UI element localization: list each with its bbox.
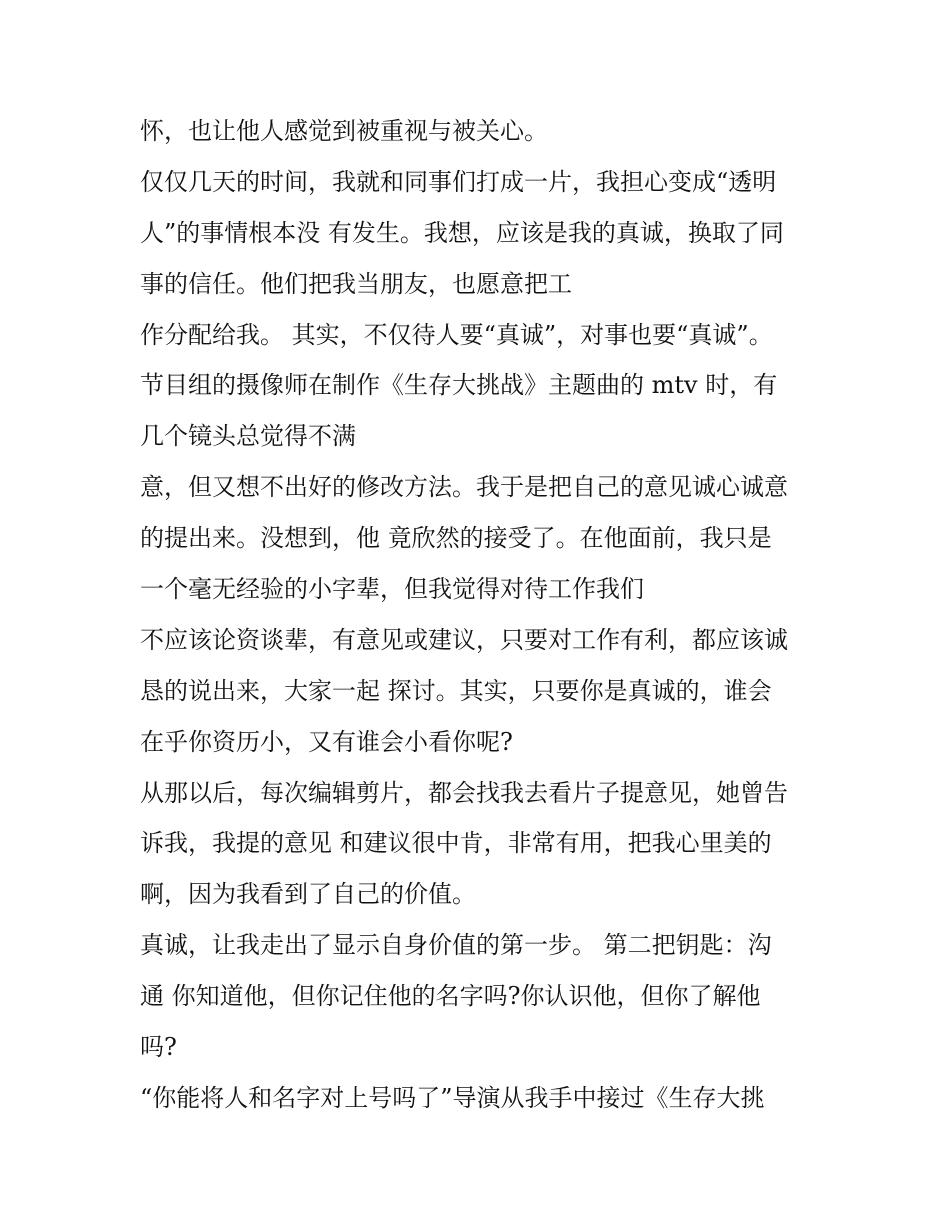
text-line: 一个毫无经验的小字辈，但我觉得对待工作我们: [140, 575, 644, 604]
text-line: 啊，因为我看到了自己的价值。: [140, 880, 476, 909]
text-line: 的提出来。没想到，他 竟欣然的接受了。在他面前，我只是: [140, 524, 772, 553]
text-line: 怀，也让他人感觉到被重视与被关心。: [140, 117, 548, 145]
text-line: 意，但又想不出好的修改方法。我于是把自己的意见诚心诚意: [140, 473, 788, 502]
text-line: 从那以后，每次编辑剪片，都会找我去看片子提意见，她曾告: [140, 778, 788, 807]
text-line: 在乎你资历小，又有谁会小看你呢?: [140, 727, 513, 756]
text-line: 作分配给我。 其实，不仅待人要“真诚”，对事也要“真诚”。: [140, 320, 773, 349]
text-line: 不应该论资谈辈，有意见或建议，只要对工作有利，都应该诚: [140, 625, 788, 654]
text-line: 节目组的摄像师在制作《生存大挑战》主题曲的 mtv 时，有: [140, 371, 778, 400]
text-line: 吗?: [140, 1033, 177, 1062]
text-line: 人”的事情根本没 有发生。我想，应该是我的真诚，换取了同: [140, 218, 784, 247]
text-line: 几个镜头总觉得不满: [140, 422, 356, 451]
text-line: 恳的说出来，大家一起 探讨。其实，只要你是真诚的，谁会: [140, 676, 772, 705]
text-line: 事的信任。他们把我当朋友，也愿意把工: [140, 269, 572, 298]
text-line: “你能将人和名字对上号吗了”导演从我手中接过《生存大挑: [140, 1083, 765, 1112]
text-line: 通 你知道他，但你记住他的名字吗?你认识他，但你了解他: [140, 982, 761, 1011]
document-body: [140, 106, 820, 1124]
text-line: 诉我，我提的意见 和建议很中肯，非常有用，把我心里美的: [140, 829, 772, 858]
text-line: 真诚，让我走出了显示自身价值的第一步。 第二把钥匙：沟: [140, 931, 772, 960]
text-line: 仅仅几天的时间，我就和同事们打成一片，我担心变成“透明: [140, 167, 777, 196]
